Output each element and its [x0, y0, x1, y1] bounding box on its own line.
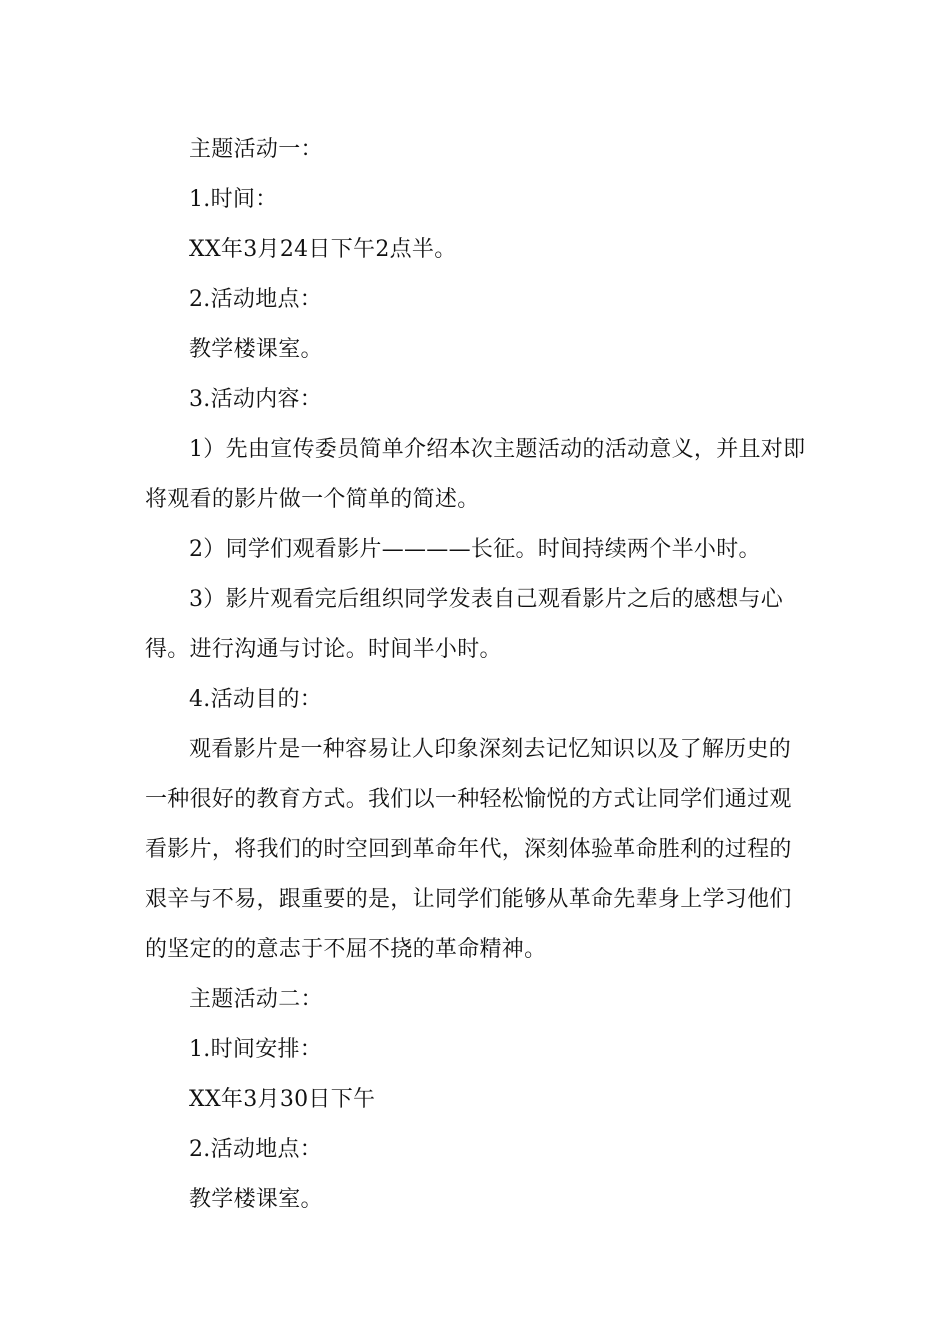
paragraph-time-label: 1.时间： [189, 187, 278, 212]
paragraph-activity2-heading: 主题活动二： [189, 987, 323, 1012]
paragraph-location-label: 2.活动地点： [189, 287, 323, 312]
paragraph-schedule-value: XX年3月30日下午 [189, 1087, 376, 1112]
paragraph-content-label: 3.活动内容： [189, 387, 323, 412]
paragraph-purpose-label: 4.活动目的： [189, 687, 323, 712]
paragraph-location2-label: 2.活动地点： [189, 1137, 323, 1162]
paragraph-location2-value: 教学楼课室。 [189, 1187, 323, 1212]
paragraph-location-value: 教学楼课室。 [189, 337, 323, 362]
paragraph-content-item-1: 1）先由宣传委员简单介绍本次主题活动的活动意义，并且对即将观看的影片做一个简单的简述。 [145, 437, 806, 512]
paragraph-content-item-3: 3）影片观看完后组织同学发表自己观看影片之后的感想与心得。进行沟通与讨论。时间半小时。 [145, 587, 784, 662]
paragraph-schedule-label: 1.时间安排： [189, 1037, 323, 1062]
document-body [145, 125, 810, 1225]
paragraph-content-item-2: 2）同学们观看影片————长征。时间持续两个半小时。 [189, 537, 761, 562]
paragraph-purpose-text: 观看影片是一种容易让人印象深刻去记忆知识以及了解历史的一种很好的教育方式。我们以一种轻松愉悦的方式让同学们通过观看影片，将我们的时空回到革命年代，深刻体验革命胜利的过程的艰辛与不易，跟重要的是，让同学们能够从革命先辈身上学习他们的坚定的的意志于不屈不挠的革命精神。 [145, 737, 792, 962]
paragraph-time-value: XX年3月24日下午2点半。 [189, 237, 457, 262]
paragraph-activity1-heading: 主题活动一： [189, 137, 323, 162]
